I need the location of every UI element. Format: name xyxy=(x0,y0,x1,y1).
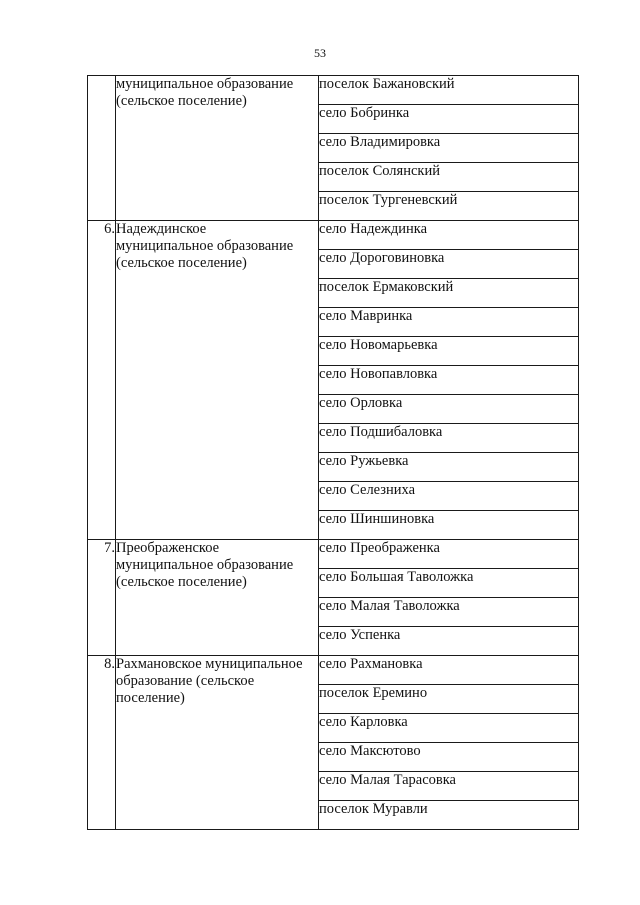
settlement-name: село Малая Таволожка xyxy=(319,598,579,627)
settlement-name: поселок Тургеневский xyxy=(319,192,579,221)
table-row xyxy=(88,540,579,569)
settlement-name: село Мавринка xyxy=(319,308,579,337)
settlement-name: село Надеждинка xyxy=(319,221,579,250)
settlement-name: село Успенка xyxy=(319,627,579,656)
settlement-name: село Шиншиновка xyxy=(319,511,579,540)
settlement-name: поселок Ермаковский xyxy=(319,279,579,308)
municipality-name-line: образование (сельское xyxy=(116,673,255,689)
settlement-name: поселок Муравли xyxy=(319,801,579,830)
settlement-name: село Владимировка xyxy=(319,134,579,163)
settlement-name: село Дороговиновка xyxy=(319,250,579,279)
municipality-name-line: муниципальное образование xyxy=(116,557,294,573)
settlement-name: поселок Солянский xyxy=(319,163,579,192)
municipality-name xyxy=(116,656,319,830)
municipality-name-line: поселение) xyxy=(116,690,185,706)
municipality-name xyxy=(116,540,319,656)
settlement-name: поселок Еремино xyxy=(319,685,579,714)
settlement-name: поселок Бажановский xyxy=(319,76,579,105)
settlement-name: село Большая Таволожка xyxy=(319,569,579,598)
municipality-name-line: муниципальное образование xyxy=(116,238,294,254)
municipality-name-line: (сельское поселение) xyxy=(116,574,247,590)
settlement-name: село Подшибаловка xyxy=(319,424,579,453)
settlement-name: село Новомарьевка xyxy=(319,337,579,366)
group-number: 8. xyxy=(88,656,116,830)
municipality-name-line: Рахмановское муниципальное xyxy=(116,656,303,672)
settlement-name: село Карловка xyxy=(319,714,579,743)
municipality-name xyxy=(116,221,319,540)
municipality-name-line: Преображенское xyxy=(116,540,220,556)
municipality-name xyxy=(116,76,319,221)
table-row xyxy=(88,656,579,685)
municipality-name-line: (сельское поселение) xyxy=(116,255,247,271)
settlement-name: село Ружьевка xyxy=(319,453,579,482)
municipality-name-line: (сельское поселение) xyxy=(116,93,247,109)
settlement-name: село Рахмановка xyxy=(319,656,579,685)
group-number: 7. xyxy=(88,540,116,656)
settlements-table-body xyxy=(88,76,579,830)
group-number: 6. xyxy=(88,221,116,540)
table-row xyxy=(88,76,579,105)
municipality-name-line: муниципальное образование xyxy=(116,76,294,92)
settlement-name: село Новопавловка xyxy=(319,366,579,395)
settlements-table xyxy=(87,75,579,830)
page-number: 53 xyxy=(314,46,326,60)
settlement-name: село Селезниха xyxy=(319,482,579,511)
group-number xyxy=(88,76,116,221)
table-row xyxy=(88,221,579,250)
settlement-name: село Максютово xyxy=(319,743,579,772)
settlement-name: село Преображенка xyxy=(319,540,579,569)
settlement-name: село Малая Тарасовка xyxy=(319,772,579,801)
settlement-name: село Бобринка xyxy=(319,105,579,134)
settlement-name: село Орловка xyxy=(319,395,579,424)
municipality-name-line: Надеждинское xyxy=(116,221,207,237)
